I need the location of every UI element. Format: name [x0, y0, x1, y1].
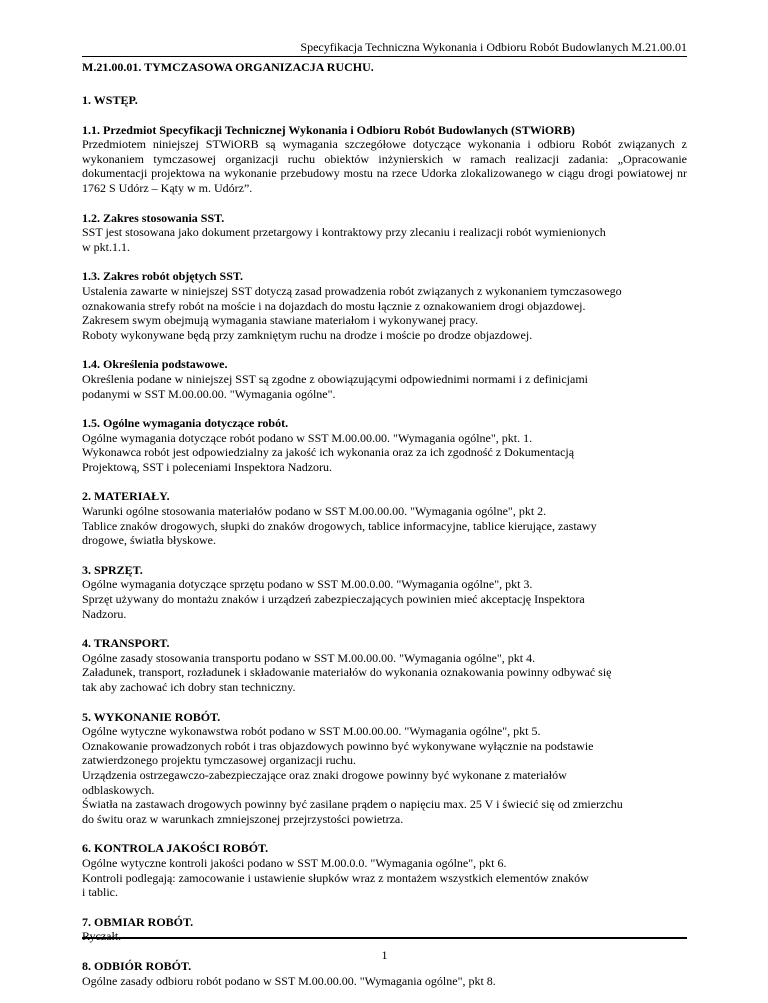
section-2 [82, 489, 687, 547]
section-line: Urządzenia ostrzegawczo-zabezpieczające oraz znaki drogowe powinny być wykonane z materiałów [82, 767, 567, 782]
document-title: M.21.00.01. TYMCZASOWA ORGANIZACJA RUCHU. [82, 60, 374, 74]
section-heading: 3. SPRZĘT. [82, 562, 143, 577]
section-line: Roboty wykonywane będą przy zamkniętym ruchu na drodze i moście po drodze objazdowej. [82, 327, 533, 342]
section-1-3 [82, 269, 687, 342]
section-line: Oznakowanie prowadzonych robót i tras objazdowych powinno być wykonywane wyłącznie na podstawie [82, 738, 594, 753]
section-line: drogowe, światła błyskowe. [82, 533, 216, 548]
section-1-2 [82, 211, 687, 255]
section-8 [82, 959, 687, 988]
section-line: Ogólne wytyczne kontroli jakości podano w SST M.00.0.0. "Wymagania ogólne", pkt 6. [82, 855, 507, 870]
section-1-5 [82, 416, 687, 474]
section-line: Światła na zastawach drogowych powinny być zasilane prądem o napięciu max. 25 V i świecić się od zmierzchu [82, 797, 623, 812]
section-line: Ogólne zasady odbioru robót podano w SST M.00.00.00. "Wymagania ogólne", pkt 8. [82, 973, 496, 988]
section-line: Określenia podane w niniejszej SST są zgodne z obowiązującymi odpowiednimi normami i z definicjami [82, 371, 588, 386]
section-line: Warunki ogólne stosowania materiałów podano w SST M.00.00.00. "Wymagania ogólne", pkt 2. [82, 504, 547, 519]
section-line: Ryczałt. [82, 929, 122, 944]
section-1-4 [82, 357, 687, 401]
section-1 [82, 93, 687, 108]
section-line: Ogólne wymagania dotyczące sprzętu podano w SST M.00.0.00. "Wymagania ogólne", pkt 3. [82, 577, 533, 592]
section-heading: 7. OBMIAR ROBÓT. [82, 914, 194, 929]
section-heading: 1.3. Zakres robót objętych SST. [82, 269, 244, 284]
section-heading: 4. TRANSPORT. [82, 636, 170, 651]
section-line: tak aby zachować ich dobry stan techniczny. [82, 680, 296, 694]
section-heading: 2. MATERIAŁY. [82, 489, 170, 504]
section-line: do świtu oraz w warunkach zmniejszonej przejrzystości powietrza. [82, 811, 404, 826]
section-3 [82, 563, 687, 621]
section-line: w pkt.1.1. [82, 239, 130, 254]
section-heading: 6. KONTROLA JAKOŚCI ROBÓT. [82, 841, 269, 856]
section-line: Wykonawca robót jest odpowiedzialny za jakość ich wykonania oraz za ich zgodność z Dokumentacją [82, 445, 575, 460]
section-line: oznakowania strefy robót na moście i na dojazdach do mostu łącznie z oznakowaniem drogi objazdowej. [82, 298, 586, 313]
section-5 [82, 710, 687, 827]
section-1-1 [82, 123, 687, 196]
section-line: Projektową, SST i poleceniami Inspektora Nadzoru. [82, 459, 333, 474]
section-heading: 5. WYKONANIE ROBÓT. [82, 709, 221, 724]
section-line: Ogólne zasady stosowania transportu podano w SST M.00.00.00. "Wymagania ogólne", pkt 4. [82, 650, 536, 665]
section-line: Zakresem swym obejmują wymagania stawiane materiałom i wykonywanej pracy. [82, 313, 479, 328]
section-7 [82, 915, 687, 944]
section-line: Ustalenia zawarte w niniejszej SST dotyczą zasad prowadzenia robót związanych z wykonaniem tymczasowego [82, 283, 622, 298]
section-line: Nadzoru. [82, 606, 127, 621]
document-page [82, 0, 687, 994]
running-header: Specyfikacja Techniczna Wykonania i Odbioru Robót Budowlanych M.21.00.01 [300, 40, 687, 54]
section-paragraph: Przedmiotem niniejszej STWiORB są wymagania szczegółowe dotyczące wykonania i odbioru Robót związanych z wykonaniem tymczasowej organizacji ruchu obiektów inżynierskich w ramach realizacji zadania: „Opracowanie dokumentacji projektowa na wykonanie przebudowy mostu na rzece Udorka zlokalizowanego w ciągu drogi powiatowej nr 1762 S Udórz – Kąty w m. Udórz”. [82, 137, 687, 195]
page-number: 1 [381, 948, 388, 962]
section-heading: 1. WSTĘP. [82, 93, 138, 107]
document-body [82, 93, 687, 1003]
section-heading: 8. ODBIÓR ROBÓT. [82, 958, 192, 973]
section-line: Ogólne wymagania dotyczące robót podano w SST M.00.00.00. "Wymagania ogólne", pkt. 1. [82, 430, 533, 445]
section-line: zatwierdzonego projektu tymczasowej organizacji ruchu. [82, 753, 357, 768]
section-heading: 1.4. Określenia podstawowe. [82, 357, 228, 372]
section-heading: 1.1. Przedmiot Specyfikacji Technicznej Wykonania i Odbioru Robót Budowlanych (STWiORB) [82, 122, 575, 137]
section-line: SST jest stosowana jako dokument przetargowy i kontraktowy przy zlecaniu i realizacji robót wymienionych [82, 225, 606, 240]
section-line: Kontroli podlegają: zamocowanie i ustawienie słupków wraz z montażem wszystkich elementów znaków [82, 870, 589, 885]
section-heading: 1.5. Ogólne wymagania dotyczące robót. [82, 416, 289, 431]
header-rule [82, 56, 687, 57]
section-line: i tablic. [82, 885, 118, 900]
section-line: odblaskowych. [82, 782, 155, 797]
section-line: Załadunek, transport, rozładunek i składowanie materiałów do wykonania oznakowania powinny odbywać się [82, 665, 612, 680]
section-6 [82, 841, 687, 899]
section-line: podanymi w SST M.00.00.00. "Wymagania ogólne". [82, 386, 336, 401]
section-heading: 1.2. Zakres stosowania SST. [82, 210, 225, 225]
section-line: Tablice znaków drogowych, słupki do znaków drogowych, tablice informacyjne, tablice kierujące, zastawy [82, 518, 597, 533]
footer-rule [82, 937, 687, 939]
section-line: Sprzęt używany do montażu znaków i urządzeń zabezpieczających powinien mieć akceptację Inspektora [82, 592, 585, 607]
section-4 [82, 636, 687, 694]
section-line: Ogólne wytyczne wykonawstwa robót podano w SST M.00.00.00. "Wymagania ogólne", pkt 5. [82, 724, 541, 739]
